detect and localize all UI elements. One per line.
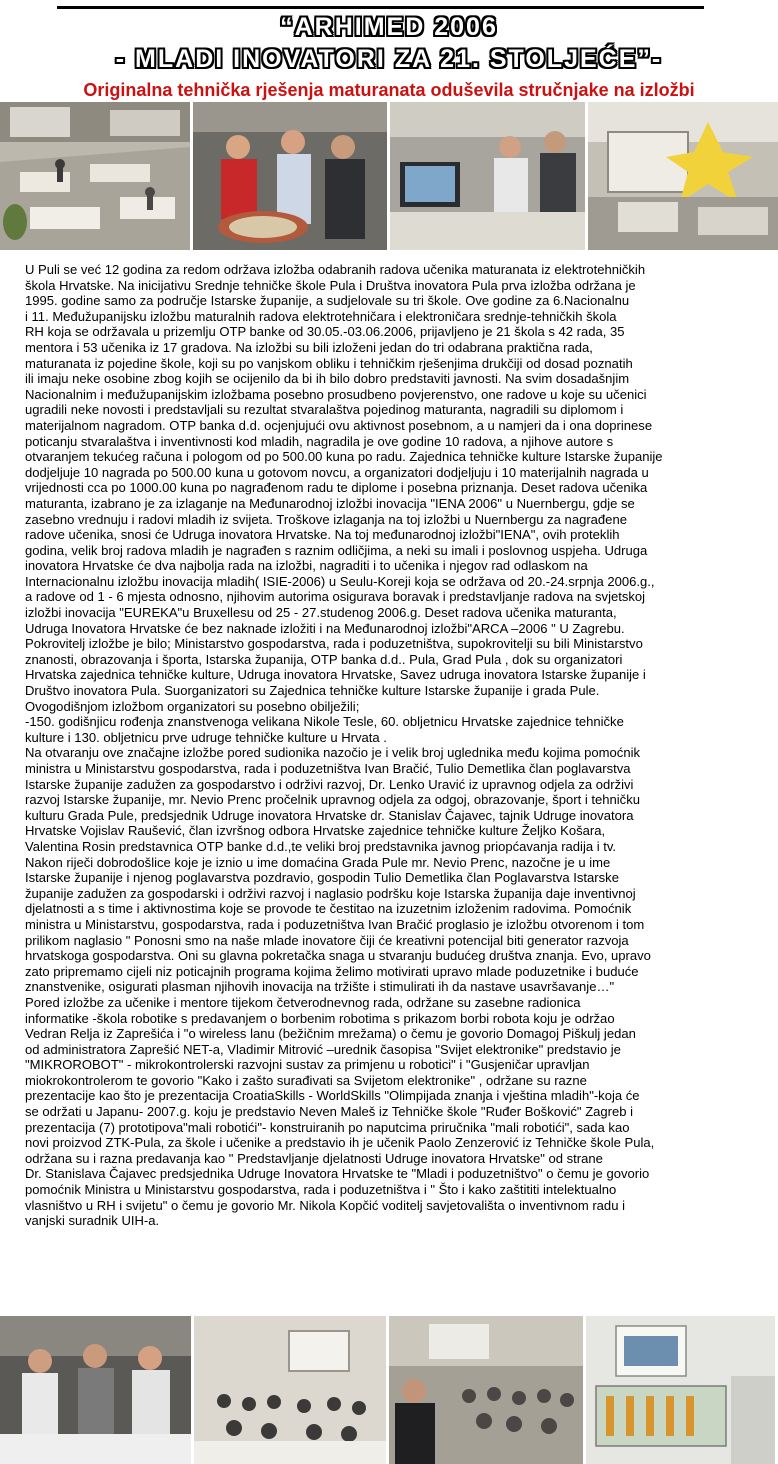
photo-visitors-at-exhibit	[193, 102, 387, 250]
article-line: radove učenika, snosi će Udruga inovatora Hrvatske. Na toj međunarodnoj izložbi"IENA", ovih proteklih	[25, 527, 620, 543]
article-line: znanstvenike, osigurati plasman njihovih inovacija na tržište i stimulirati ih da nastave usavršavanje…"	[25, 979, 615, 995]
article-line: Istarske županije zadužen za gospodarstvo i održivi razvoj, Dr. Lenko Uravić iz upravnog odjela za održivi	[25, 776, 634, 792]
article-line: Hrvatske Vojislav Raušević, član izvršnog odbora Hrvatske zajednice tehničke kulture Željko Košara,	[25, 823, 606, 839]
photo-exhibit-display	[588, 102, 778, 250]
article-line: Istarske županije i njenog poglavarstva pozdravio, gospodin Tulio Demetlika član Poglavarstva Istarske	[25, 870, 619, 886]
article-line: Nacionalnim i međužupanijskim izložbama posebno prosudbeno povjerenstvo, one radove u koje su učenici	[25, 386, 647, 402]
article-line: izložbi inovacija "EUREKA"u Bruxellesu od 25 - 27.studenog 2006.g. Deset radova učenika maturanta,	[25, 605, 617, 621]
article-line: hrvatskoga gospodarstva. Oni su glavna pokretačka snaga u stvaranju budućeg društva znanja. Evo, upravo	[25, 948, 651, 964]
article-line: Društvo inovatora Pula. Suorganizatori su Zajednica tehničke kulture Istarske županije i grada Pule.	[25, 683, 600, 699]
article-line: U Puli se već 12 godina za redom održava izložba odabranih radova učenika maturanata iz elektrotehničkih	[25, 262, 646, 277]
photo-lecture-audience	[194, 1316, 386, 1464]
article-line: maturanta, izabrano je za izlaganje na Međunarodnoj izložbi inovacija "IENA 2006" u Nuernbergu, gdje se	[25, 495, 635, 511]
article-line: maturanata iz pojedine škole, koji su po vanjskom obliku i tehničkim rješenjima drukčiji od dosad poznatih	[25, 355, 633, 371]
article-line: novi proizvod ZTK-Pula, za škole i učenike a predstavio ih je učenik Paolo Zenzerović iz Tehničke škole Pula,	[25, 1135, 655, 1151]
article-line: djelatnosti a s time i aktivnostima koje se provode te čestitao na izuzetnim izloženim radovima. Pomoćnik	[25, 901, 632, 917]
photo-robotics-workshop	[0, 1316, 191, 1464]
article-line: zasebno vrednuju i radovi mladih iz svijeta. Troškove izlaganja na toj izložbi u Nuernbergu za nagrađene	[25, 511, 627, 527]
article-line: mentora i 53 učenika iz 17 gradova. Na izložbi su bili izloženi jedan do tri odabrana praktična rada,	[25, 339, 593, 355]
article-line: škola Hrvatske. Na inicijativu Srednje tehničke škole Pula i Društva inovatora Pula prva izložba održana je	[25, 277, 636, 293]
page-title-line-2: - MLADI INOVATORI ZA 21. STOLJEĆE”-	[115, 45, 663, 73]
article-line: -150. godišnjicu rođenja znanstvenoga velikana Nikole Tesle, 60. obljetnicu Hrvatske zajednice tehničke	[25, 714, 624, 730]
article-line: se održati u Japanu- 2007.g. koju je predstavio Neven Maleš iz Tehničke škole "Ruđer Bošković" Zagreb i	[25, 1104, 634, 1120]
article-line: županije zadužen za gospodarski i održivi razvoj i naglasio podršku koje Istarska županija daje inventivnoj	[25, 885, 636, 901]
article-line: Vedran Relja iz Zaprešića i "o wireless lanu (bežičnim mrežama) o čemu je govorio Domagoj Piškulj jedan	[25, 1026, 636, 1042]
article-line: Valentina Rosin predstavnica OTP banke d.d.,te veliki broj predstavnika javnog priopćavanja radija i tv.	[25, 838, 617, 854]
photo-circuit-exhibit	[586, 1316, 775, 1464]
article-line: "MIKROROBOT" - mikrokontrolerski razvojni sustav za primjenu u robotici" i "Gusjeničar upravljan	[25, 1057, 590, 1073]
article-line: ministra u Ministarstvu gospodarstva, rada i poduzetništva Ivan Bračić, Tulio Demetlika član poglavarstva	[25, 761, 631, 776]
article-line: Dr. Stanislava Čajavec predsjednika Udruge Inovatora Hrvatske te "Mladi i poduzetništvo" o čemu je govorio	[25, 1166, 650, 1182]
article-line: materijalnom nagradom. OTP banka d.d. ocjenjujući ovu aktivnost posebnom, a u namjeri da i ona doprinese	[25, 417, 653, 433]
top-photo-strip	[0, 102, 778, 250]
article-line: kulture i 130. obljetnicu prve udruge tehničke kulture u Hrvata .	[25, 729, 387, 745]
article-line: prezentacije kao što je prezentacija CroatiaSkills - WorldSkills "Olimpijada znanja i vještina mladih"-koja će	[25, 1088, 640, 1104]
article-line: poticanju stvaralaštva i inventivnosti kod mladih, nagradila je ove godine 10 radova, a njihove autore s	[25, 433, 614, 449]
top-rule	[57, 6, 704, 9]
article-line: ili imaju neke osobine zbog kojih se ocijenilo da bi ih bilo dobro predstaviti javnosti. Na svim dosadašnjim	[25, 371, 630, 387]
article-line: RH koja se održavala u prizemlju OTP banke od 30.05.-03.06.2006, prijavljeno je 21 škola s 42 rada, 35	[25, 324, 625, 340]
article-line: Internacionalnu izložbu inovacija mladih( ISIE-2006) u Seulu-Koreji koja se održava od 20.-24.srpnja 2006.g.,	[25, 573, 655, 589]
bottom-photo-strip	[0, 1316, 778, 1464]
article-line: inovatora Hrvatske će dva najbolja rada na izložbi, nagraditi i to učenika i njegov rad odlaskom na	[25, 558, 588, 574]
page-title-line-1: “ARHIMED 2006	[280, 13, 498, 41]
article-line: Pokrovitelj izložbe je bilo; Ministarstvo gospodarstva, rada i poduzetništva, supokrovitelji su bili Ministarstvo	[25, 636, 643, 652]
article-line: otvaranjem tekućeg računa i pologom od po 500.00 kuna po radu. Zajednica tehničke kulture Istarske županije	[25, 449, 663, 465]
photo-presentation-room	[389, 1316, 583, 1464]
article-line: prezentacija (7) prototipova"mali robotići"- konstruiranih po naputcima priručnika "mali robotići", sada kao	[25, 1119, 630, 1135]
article-line: od administratora Zaprešić NET-a, Vladimir Mitrović –urednik časopisa "Svijet elektronike" predstavio je	[25, 1041, 621, 1057]
article-line: Hrvatska zajednica tehničke kulture, Udruga inovatora Hrvatske, Savez udruga inovatora Istarske županije i	[25, 667, 646, 683]
article-line: miokrokontrolerom te govorio "Kako i zašto surađivati sa Svijetom elektronike" , održane su razne	[25, 1072, 587, 1088]
article-line: informatike -škola robotike s predavanjem o borbenim robotima s prikazom borbi robota koju je održao	[25, 1010, 615, 1026]
article-line: Pored izložbe za učenike i mentore tijekom četverodnevnog rada, održane su zasebne radionica	[25, 994, 581, 1010]
photo-exhibition-hall	[0, 102, 190, 250]
article-line: Ovogodišnjom izložbom organizatori su posebno obilježili;	[25, 698, 360, 714]
article-line: ugradili neke novosti i predstavljali su rezultat stvaralaštva pojedinog maturanta, nagradili su diplomom i	[25, 402, 624, 418]
article-line: godina, velik broj radova mladih je nagrađen s raznim odličjima, a neki su imali i poslovnog uspjeha. Udruga	[25, 542, 648, 558]
article-line: i 11. Međužupanijsku izložbu maturalnih radova elektrotehničara i elektroničara srednje-tehničkih škola	[25, 308, 617, 324]
article-line: Udruga Inovatora Hrvatske će bez naknade izložiti i na Međunarodnoj izložbi"ARCA –2006 " U Zagrebu.	[25, 620, 625, 636]
article-line: Na otvaranju ove značajne izložbe pored sudionika nazočio je i velik broj uglednika među kojima pomoćnik	[25, 745, 641, 761]
article-line: kulturu Grada Pule, predsjednik Udruge inovatora Hrvatske dr. Stanislav Čajavec, tajnik Udruge inovatora	[25, 807, 634, 823]
article-line: a radove od 1 - 6 mjesta odnosno, njihovim autorima osigurava boravak i predstavljanje radova na svjetskoj	[25, 589, 646, 605]
article-line: ministra u Ministarstvu, gospodarstva, rada i poduzetništva Ivan Bračić proglasio je izložbu otvorenom i tom	[25, 916, 645, 932]
article-line: pomoćnik Ministra u Ministarstvu gospodarstva, rada i poduzetništva i " Što i kako zaštititi intelektualno	[25, 1182, 617, 1198]
article-line: održana su i razna predavanja kao " Predstavljanje djelatnosti Udruge inovatora Hrvatske" od strane	[25, 1150, 603, 1166]
page-subtitle: Originalna tehnička rješenja maturanata oduševila stručnjake na izložbi	[83, 80, 695, 100]
article-line: vlasništvo u RH i svijetu" o čemu je govorio Mr. Nikola Kopčić voditelj savjetovališta o inventivnom radu i	[25, 1197, 625, 1213]
article-line: znanosti, obrazovanja i športa, Istarska županija, OTP banka d.d.. Pula, Grad Pula , dok su organizatori	[25, 651, 623, 667]
article-line: dodjeljuje 10 nagrada po 500.00 kuna u gotovom novcu, a organizatori dodjeljuju i 10 materijalnih nagrada u	[25, 464, 649, 480]
article-body	[25, 262, 753, 1229]
article-line: razvoj Istarske županije, mr. Nevio Prenc pročelnik upravnog odjela za odgoj, obrazovanje, šport i tehničku	[25, 792, 640, 808]
article-line: vrijednosti cca po 1000.00 kuna po nagrađenom radu te diplome i posebna priznanja. Deset radova učenika	[25, 480, 648, 496]
article-line: 1995. godine samo za područje Istarske županije, a sudjelovale su tri škole. Ove godine za 6.Nacionalnu	[25, 293, 630, 309]
article-line: zato pripremamo cijeli niz poticajnih programa kojima želimo motivirati upravo mlade poduzetnike i buduće	[25, 963, 639, 979]
article-line: prilikom naglasio " Ponosni smo na naše mlade inovatore čiji će kreativni potencijal biti generator razvoja	[25, 932, 629, 948]
photo-computer-demo	[390, 102, 585, 250]
article-line: vanjski suradnik UIH-a.	[25, 1213, 160, 1229]
article-line: Nakon riječi dobrodošlice koje je iznio u ime domaćina Grada Pule mr. Nevio Prenc, nazočne je u ime	[25, 854, 611, 870]
